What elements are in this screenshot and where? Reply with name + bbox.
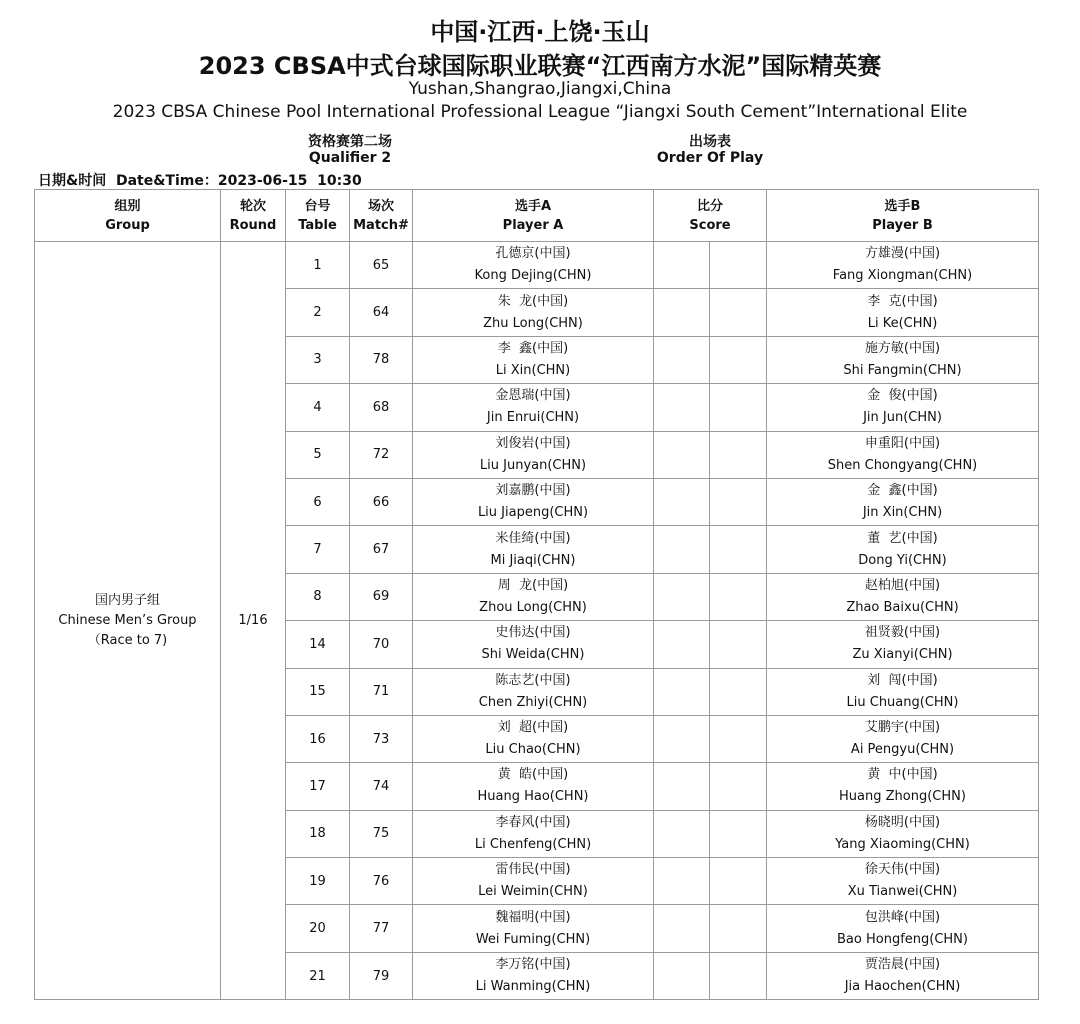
player-b-name-cn: 贾浩晨(中国) [864,957,941,973]
group-race: （Race to 7) [87,632,168,648]
player-b-name-cn: 方雄漫(中国) [864,246,941,262]
match-number: 67 [350,526,413,573]
player-a-name-cn: 史伟达(中国) [495,625,571,641]
title-event-cn: 2023 CBSA中式台球国际职业联赛“江西南方水泥”国际精英赛 [198,52,882,80]
player-a-name-cn: 朱 龙(中国) [497,293,569,309]
player-a-name-cn: 刘嘉鹏(中国) [495,483,571,499]
player-a-cell [413,905,654,952]
table-number: 16 [286,715,350,762]
score-a-cell [654,478,710,525]
table-number: 8 [286,573,350,620]
player-a-cell [413,858,654,905]
order-of-play-en: Order Of Play [656,150,764,166]
match-number: 69 [350,573,413,620]
match-number: 66 [350,478,413,525]
match-number: 75 [350,810,413,857]
player-a-name-cn: 米佳绮(中国) [495,530,571,546]
score-b-cell [710,336,767,383]
table-number: 20 [286,905,350,952]
table-number: 4 [286,384,350,431]
score-b-cell [710,621,767,668]
table-number: 2 [286,289,350,336]
player-a-name-cn: 雷伟民(中国) [495,862,571,878]
player-a-name-cn: 陈志艺(中国) [495,672,571,688]
player-a-name-en: Liu Junyan(CHN) [479,457,587,473]
score-a-cell [654,431,710,478]
player-a-name-en: Li Wanming(CHN) [475,979,591,995]
player-b-cell [767,810,1039,857]
score-a-cell [654,668,710,715]
score-b-cell [710,858,767,905]
player-b-cell [767,526,1039,573]
player-b-name-en: Li Ke(CHN) [867,315,938,331]
player-a-cell [413,384,654,431]
player-a-cell [413,242,654,289]
score-a-cell [654,573,710,620]
player-a-name-en: Mi Jiaqi(CHN) [490,552,576,568]
player-a-cell [413,573,654,620]
player-b-name-en: Shi Fangmin(CHN) [843,362,962,378]
score-b-cell [710,715,767,762]
table-number: 1 [286,242,350,289]
score-a-cell [654,336,710,383]
match-number: 79 [350,952,413,999]
player-b-name-en: Yang Xiaoming(CHN) [835,836,970,852]
score-a-cell [654,384,710,431]
title-location-cn: 中国·江西·上饶·玉山 [430,18,650,46]
player-b-cell [767,573,1039,620]
player-a-cell [413,621,654,668]
player-b-name-cn: 徐天伟(中国) [864,862,941,878]
player-b-cell [767,431,1039,478]
score-b-cell [710,952,767,999]
player-b-name-en: Ai Pengyu(CHN) [850,742,955,758]
score-b-cell [710,526,767,573]
player-a-name-cn: 李万铭(中国) [495,957,571,973]
round-cell: 1/16 [221,242,286,1000]
player-a-cell [413,715,654,762]
date-time: 日期&时间 Date&Time：2023-06-15 10:30 [38,173,362,189]
match-number: 78 [350,336,413,383]
player-b-name-en: Jia Haochen(CHN) [844,979,961,995]
player-a-name-en: Huang Hao(CHN) [477,789,589,805]
player-b-name-en: Zhao Baixu(CHN) [846,599,959,615]
table-number: 14 [286,621,350,668]
table-number: 19 [286,858,350,905]
player-b-name-en: Fang Xiongman(CHN) [832,268,973,284]
player-a-name-en: Lei Weimin(CHN) [478,884,588,900]
qualifier-en: Qualifier 2 [308,150,392,166]
player-b-cell [767,858,1039,905]
table-number: 6 [286,478,350,525]
table-number: 17 [286,763,350,810]
player-a-name-en: Li Xin(CHN) [495,362,571,378]
player-b-cell [767,478,1039,525]
player-a-name-en: Shi Weida(CHN) [481,647,585,663]
score-b-cell [710,289,767,336]
col-header-group: 组别 Group [35,190,221,242]
player-a-name-en: Jin Enrui(CHN) [486,410,580,426]
score-b-cell [710,242,767,289]
player-b-cell [767,668,1039,715]
player-b-name-cn: 艾鹏宇(中国) [864,720,941,736]
player-a-name-cn: 刘 超(中国) [497,720,569,736]
table-number: 5 [286,431,350,478]
player-a-name-cn: 刘俊岩(中国) [495,435,571,451]
score-a-cell [654,905,710,952]
player-b-cell [767,242,1039,289]
player-a-name-cn: 孔德京(中国) [495,246,571,262]
col-header-round: 轮次 Round [221,190,286,242]
match-number: 70 [350,621,413,668]
score-b-cell [710,478,767,525]
player-b-name-cn: 祖贤毅(中国) [864,625,941,641]
score-a-cell [654,289,710,336]
match-number: 65 [350,242,413,289]
player-b-name-en: Jin Jun(CHN) [863,410,942,426]
qualifier-cn: 资格赛第二场 [308,134,392,150]
score-b-cell [710,668,767,715]
player-a-cell [413,431,654,478]
player-a-name-en: Liu Chao(CHN) [485,742,581,758]
player-b-name-cn: 赵柏旭(中国) [864,577,941,593]
table-header-row [35,190,1039,242]
player-b-cell [767,621,1039,668]
score-a-cell [654,858,710,905]
score-b-cell [710,810,767,857]
player-a-name-en: Zhou Long(CHN) [479,599,587,615]
score-a-cell [654,242,710,289]
group-cell [35,242,221,1000]
player-b-name-cn: 施方敏(中国) [864,340,941,356]
player-b-name-en: Zu Xianyi(CHN) [852,647,953,663]
player-a-name-en: Li Chenfeng(CHN) [474,836,592,852]
score-b-cell [710,905,767,952]
score-a-cell [654,810,710,857]
player-b-cell [767,952,1039,999]
player-b-name-en: Jin Xin(CHN) [862,505,943,521]
player-b-cell [767,384,1039,431]
player-a-cell [413,289,654,336]
table-number: 15 [286,668,350,715]
match-number: 77 [350,905,413,952]
player-b-cell [767,763,1039,810]
match-number: 68 [350,384,413,431]
player-a-name-cn: 黄 皓(中国) [497,767,569,783]
match-number: 72 [350,431,413,478]
table-number: 18 [286,810,350,857]
player-b-name-cn: 金 俊(中国) [867,388,938,404]
order-of-play-table [34,189,1039,1000]
player-a-name-cn: 魏福明(中国) [495,909,571,925]
score-b-cell [710,763,767,810]
title-event-en: 2023 CBSA Chinese Pool International Professional League “Jiangxi South Cement”International Elite [112,102,968,122]
table-number: 21 [286,952,350,999]
col-header-match: 场次 Match# [350,190,413,242]
player-a-name-en: Wei Fuming(CHN) [475,931,591,947]
match-number: 73 [350,715,413,762]
group-name-cn: 国内男子组 [94,592,160,608]
player-b-name-cn: 李 克(中国) [867,293,938,309]
player-b-cell [767,289,1039,336]
player-b-name-cn: 金 鑫(中国) [867,483,938,499]
match-number: 64 [350,289,413,336]
player-a-name-en: Liu Jiapeng(CHN) [477,505,589,521]
player-b-name-en: Dong Yi(CHN) [858,552,947,568]
player-b-name-en: Bao Hongfeng(CHN) [837,931,968,947]
player-a-name-cn: 李春风(中国) [495,814,571,830]
player-a-cell [413,668,654,715]
player-b-name-en: Huang Zhong(CHN) [839,789,966,805]
table-row [35,242,1039,289]
col-header-table: 台号 Table [286,190,350,242]
col-header-player-a: 选手A Player A [413,190,654,242]
score-a-cell [654,763,710,810]
player-a-name-cn: 周 龙(中国) [497,577,569,593]
col-header-player-b: 选手B Player B [767,190,1039,242]
col-header-score: 比分 Score [654,190,767,242]
match-number: 71 [350,668,413,715]
player-b-cell [767,336,1039,383]
player-b-name-en: Shen Chongyang(CHN) [827,457,978,473]
group-name-en: Chinese Men’s Group [58,612,197,628]
order-of-play-cn: 出场表 [689,134,731,150]
player-b-name-cn: 董 艺(中国) [867,530,938,546]
score-a-cell [654,952,710,999]
player-a-cell [413,952,654,999]
score-b-cell [710,573,767,620]
table-number: 3 [286,336,350,383]
player-a-cell [413,336,654,383]
player-b-name-en: Liu Chuang(CHN) [846,694,959,710]
player-b-cell [767,715,1039,762]
score-b-cell [710,384,767,431]
player-b-name-en: Xu Tianwei(CHN) [847,884,958,900]
player-b-cell [767,905,1039,952]
table-number: 7 [286,526,350,573]
player-b-name-cn: 黄 中(中国) [867,767,938,783]
match-number: 74 [350,763,413,810]
player-a-cell [413,478,654,525]
player-a-name-cn: 李 鑫(中国) [497,340,569,356]
title-location-en: Yushan,Shangrao,Jiangxi,China [408,79,672,99]
player-a-name-cn: 金恩瑞(中国) [495,388,571,404]
player-a-name-en: Zhu Long(CHN) [483,315,583,331]
player-b-name-cn: 包洪峰(中国) [864,909,941,925]
player-a-cell [413,526,654,573]
player-a-cell [413,763,654,810]
match-number: 76 [350,858,413,905]
score-a-cell [654,715,710,762]
score-a-cell [654,526,710,573]
player-a-cell [413,810,654,857]
score-b-cell [710,431,767,478]
score-a-cell [654,621,710,668]
player-b-name-cn: 杨晓明(中国) [864,814,941,830]
player-a-name-en: Kong Dejing(CHN) [474,268,592,284]
player-b-name-cn: 申重阳(中国) [864,435,941,451]
player-b-name-cn: 刘 闯(中国) [867,672,938,688]
player-a-name-en: Chen Zhiyi(CHN) [478,694,588,710]
